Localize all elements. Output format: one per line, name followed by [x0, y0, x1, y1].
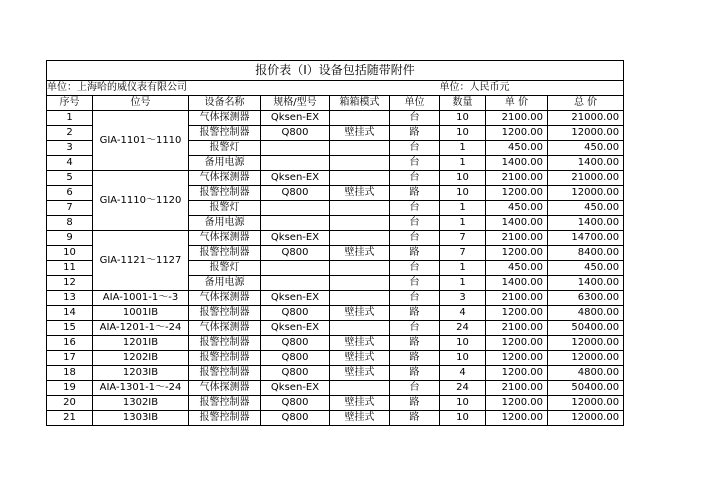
table-row — [47, 291, 624, 306]
header-cell: 位号 — [93, 96, 189, 111]
row-number-cell: 13 — [47, 291, 93, 306]
header-cell: 设备名称 — [189, 96, 261, 111]
quantity-cell: 1 — [440, 216, 486, 231]
unit-cell: 台 — [390, 216, 440, 231]
quantity-cell: 1 — [440, 276, 486, 291]
unit-cell: 路 — [390, 396, 440, 411]
spec-cell: Qksen-EX — [261, 321, 330, 336]
mount-mode-cell: 壁挂式 — [330, 246, 390, 261]
spec-cell: Qksen-EX — [261, 231, 330, 246]
unit-price-cell: 2100.00 — [486, 321, 548, 336]
unit-cell: 路 — [390, 126, 440, 141]
row-number-cell: 14 — [47, 306, 93, 321]
unit-cell: 台 — [390, 291, 440, 306]
spec-cell — [261, 156, 330, 171]
device-name-cell: 备用电源 — [189, 156, 261, 171]
device-name-cell: 报警控制器 — [189, 396, 261, 411]
total-price-cell: 12000.00 — [548, 186, 624, 201]
spec-cell: Q800 — [261, 306, 330, 321]
row-number-cell: 7 — [47, 201, 93, 216]
unit-price-cell: 1200.00 — [486, 126, 548, 141]
currency-label: 单位：人民币元 — [440, 81, 624, 96]
spec-cell — [261, 261, 330, 276]
unit-cell: 台 — [390, 231, 440, 246]
unit-cell: 台 — [390, 381, 440, 396]
total-price-cell: 12000.00 — [548, 351, 624, 366]
table-row — [47, 171, 624, 186]
device-name-cell: 气体探测器 — [189, 321, 261, 336]
unit-price-cell: 1200.00 — [486, 336, 548, 351]
tag-cell: GIA-1121～1127 — [93, 231, 189, 291]
quantity-cell: 24 — [440, 321, 486, 336]
device-name-cell: 气体探测器 — [189, 291, 261, 306]
mount-mode-cell — [330, 231, 390, 246]
unit-price-cell: 450.00 — [486, 201, 548, 216]
unit-cell: 路 — [390, 186, 440, 201]
row-number-cell: 17 — [47, 351, 93, 366]
total-price-cell: 8400.00 — [548, 246, 624, 261]
row-number-cell: 21 — [47, 411, 93, 426]
tag-cell: 1303IB — [93, 411, 189, 426]
row-number-cell: 18 — [47, 366, 93, 381]
tag-cell: 1302IB — [93, 396, 189, 411]
total-price-cell: 12000.00 — [548, 336, 624, 351]
table-row — [47, 351, 624, 366]
row-number-cell: 10 — [47, 246, 93, 261]
mount-mode-cell — [330, 141, 390, 156]
unit-price-cell: 2100.00 — [486, 291, 548, 306]
spec-cell: Qksen-EX — [261, 111, 330, 126]
table-title: 报价表（Ⅰ）设备包括随带附件 — [47, 61, 624, 81]
row-number-cell: 20 — [47, 396, 93, 411]
total-price-cell: 450.00 — [548, 141, 624, 156]
total-price-cell: 50400.00 — [548, 321, 624, 336]
device-name-cell: 报警控制器 — [189, 366, 261, 381]
row-number-cell: 2 — [47, 126, 93, 141]
mount-mode-cell — [330, 171, 390, 186]
table-row — [47, 231, 624, 246]
unit-cell: 台 — [390, 171, 440, 186]
unit-cell: 台 — [390, 321, 440, 336]
row-number-cell: 3 — [47, 141, 93, 156]
quantity-cell: 1 — [440, 141, 486, 156]
total-price-cell: 450.00 — [548, 201, 624, 216]
spec-cell: Q800 — [261, 246, 330, 261]
unit-price-cell: 450.00 — [486, 141, 548, 156]
spec-cell: Q800 — [261, 411, 330, 426]
quantity-cell: 10 — [440, 396, 486, 411]
quantity-cell: 10 — [440, 411, 486, 426]
row-number-cell: 8 — [47, 216, 93, 231]
table-body — [47, 61, 624, 426]
mount-mode-cell — [330, 111, 390, 126]
unit-price-cell: 1200.00 — [486, 366, 548, 381]
mount-mode-cell — [330, 321, 390, 336]
mount-mode-cell — [330, 381, 390, 396]
unit-cell: 台 — [390, 141, 440, 156]
unit-price-cell: 1200.00 — [486, 246, 548, 261]
unit-price-cell: 1400.00 — [486, 276, 548, 291]
mount-mode-cell — [330, 201, 390, 216]
device-name-cell: 气体探测器 — [189, 111, 261, 126]
spec-cell: Qksen-EX — [261, 171, 330, 186]
quantity-cell: 1 — [440, 156, 486, 171]
total-price-cell: 21000.00 — [548, 111, 624, 126]
spec-cell: Qksen-EX — [261, 291, 330, 306]
header-cell: 单 价 — [486, 96, 548, 111]
mount-mode-cell: 壁挂式 — [330, 396, 390, 411]
header-cell: 规格/型号 — [261, 96, 330, 111]
tag-cell: AIA-1301-1～-24 — [93, 381, 189, 396]
mount-mode-cell — [330, 216, 390, 231]
total-price-cell: 1400.00 — [548, 156, 624, 171]
row-number-cell: 4 — [47, 156, 93, 171]
mount-mode-cell: 壁挂式 — [330, 351, 390, 366]
tag-cell: GIA-1110～1120 — [93, 171, 189, 231]
tag-cell: 1202IB — [93, 351, 189, 366]
spec-cell: Q800 — [261, 126, 330, 141]
unit-price-cell: 1200.00 — [486, 186, 548, 201]
quantity-cell: 24 — [440, 381, 486, 396]
device-name-cell: 报警控制器 — [189, 306, 261, 321]
device-name-cell: 报警灯 — [189, 261, 261, 276]
row-number-cell: 1 — [47, 111, 93, 126]
total-price-cell: 12000.00 — [548, 126, 624, 141]
spec-cell — [261, 276, 330, 291]
header-cell: 数量 — [440, 96, 486, 111]
mount-mode-cell — [330, 276, 390, 291]
quantity-cell: 1 — [440, 261, 486, 276]
unit-price-cell: 2100.00 — [486, 231, 548, 246]
device-name-cell: 气体探测器 — [189, 171, 261, 186]
total-price-cell: 450.00 — [548, 261, 624, 276]
device-name-cell: 备用电源 — [189, 276, 261, 291]
row-number-cell: 15 — [47, 321, 93, 336]
unit-price-cell: 450.00 — [486, 261, 548, 276]
table-row — [47, 336, 624, 351]
unit-cell: 台 — [390, 156, 440, 171]
device-name-cell: 报警控制器 — [189, 351, 261, 366]
tag-cell: GIA-1101～1110 — [93, 111, 189, 171]
table-row — [47, 111, 624, 126]
header-cell: 箱箱模式 — [330, 96, 390, 111]
unit-price-cell: 2100.00 — [486, 171, 548, 186]
spec-cell: Q800 — [261, 336, 330, 351]
quantity-cell: 7 — [440, 246, 486, 261]
device-name-cell: 报警控制器 — [189, 246, 261, 261]
header-cell: 总 价 — [548, 96, 624, 111]
row-number-cell: 16 — [47, 336, 93, 351]
unit-cell: 台 — [390, 261, 440, 276]
total-price-cell: 1400.00 — [548, 216, 624, 231]
spec-cell: Qksen-EX — [261, 381, 330, 396]
quantity-cell: 10 — [440, 336, 486, 351]
total-price-cell: 14700.00 — [548, 231, 624, 246]
unit-cell: 路 — [390, 336, 440, 351]
device-name-cell: 报警控制器 — [189, 186, 261, 201]
spec-cell: Q800 — [261, 396, 330, 411]
device-name-cell: 报警控制器 — [189, 411, 261, 426]
quantity-cell: 10 — [440, 126, 486, 141]
total-price-cell: 6300.00 — [548, 291, 624, 306]
unit-price-cell: 1200.00 — [486, 351, 548, 366]
quantity-cell: 4 — [440, 306, 486, 321]
mount-mode-cell: 壁挂式 — [330, 126, 390, 141]
row-number-cell: 6 — [47, 186, 93, 201]
table-row — [47, 366, 624, 381]
total-price-cell: 4800.00 — [548, 366, 624, 381]
tag-cell: 1201IB — [93, 336, 189, 351]
quantity-cell: 7 — [440, 231, 486, 246]
table-row — [47, 411, 624, 426]
spec-cell — [261, 201, 330, 216]
table-row — [47, 306, 624, 321]
mount-mode-cell: 壁挂式 — [330, 336, 390, 351]
unit-cell: 路 — [390, 246, 440, 261]
quantity-cell: 3 — [440, 291, 486, 306]
quantity-cell: 10 — [440, 186, 486, 201]
total-price-cell: 1400.00 — [548, 276, 624, 291]
unit-cell: 台 — [390, 276, 440, 291]
total-price-cell: 4800.00 — [548, 306, 624, 321]
device-name-cell: 气体探测器 — [189, 381, 261, 396]
unit-cell: 路 — [390, 411, 440, 426]
table-row — [47, 321, 624, 336]
device-name-cell: 报警控制器 — [189, 336, 261, 351]
quotation-table — [46, 60, 624, 426]
header-cell: 单位 — [390, 96, 440, 111]
spec-cell: Q800 — [261, 351, 330, 366]
mount-mode-cell — [330, 261, 390, 276]
unit-price-cell: 2100.00 — [486, 111, 548, 126]
device-name-cell: 气体探测器 — [189, 231, 261, 246]
unit-price-cell: 2100.00 — [486, 381, 548, 396]
unit-cell: 路 — [390, 306, 440, 321]
quantity-cell: 10 — [440, 111, 486, 126]
spec-cell — [261, 216, 330, 231]
info-row — [47, 81, 624, 96]
quantity-cell: 4 — [440, 366, 486, 381]
device-name-cell: 报警灯 — [189, 141, 261, 156]
mount-mode-cell: 壁挂式 — [330, 366, 390, 381]
tag-cell: AIA-1201-1～-24 — [93, 321, 189, 336]
device-name-cell: 备用电源 — [189, 216, 261, 231]
title-row — [47, 61, 624, 81]
unit-price-cell: 1400.00 — [486, 216, 548, 231]
device-name-cell: 报警控制器 — [189, 126, 261, 141]
row-number-cell: 11 — [47, 261, 93, 276]
unit-price-cell: 1400.00 — [486, 156, 548, 171]
unit-cell: 台 — [390, 201, 440, 216]
tag-cell: 1001IB — [93, 306, 189, 321]
row-number-cell: 5 — [47, 171, 93, 186]
unit-price-cell: 1200.00 — [486, 306, 548, 321]
total-price-cell: 12000.00 — [548, 396, 624, 411]
unit-cell: 路 — [390, 351, 440, 366]
unit-cell: 路 — [390, 366, 440, 381]
device-name-cell: 报警灯 — [189, 201, 261, 216]
mount-mode-cell — [330, 156, 390, 171]
table-row — [47, 396, 624, 411]
row-number-cell: 19 — [47, 381, 93, 396]
tag-cell: AIA-1001-1～-3 — [93, 291, 189, 306]
unit-cell: 台 — [390, 111, 440, 126]
header-row — [47, 96, 624, 111]
mount-mode-cell — [330, 291, 390, 306]
total-price-cell: 12000.00 — [548, 411, 624, 426]
row-number-cell: 9 — [47, 231, 93, 246]
total-price-cell: 50400.00 — [548, 381, 624, 396]
table-row — [47, 381, 624, 396]
mount-mode-cell: 壁挂式 — [330, 186, 390, 201]
spec-cell: Q800 — [261, 366, 330, 381]
mount-mode-cell: 壁挂式 — [330, 411, 390, 426]
quantity-cell: 1 — [440, 201, 486, 216]
unit-price-cell: 1200.00 — [486, 396, 548, 411]
quantity-cell: 10 — [440, 351, 486, 366]
total-price-cell: 21000.00 — [548, 171, 624, 186]
unit-price-cell: 1200.00 — [486, 411, 548, 426]
tag-cell: 1203IB — [93, 366, 189, 381]
quantity-cell: 10 — [440, 171, 486, 186]
spec-cell — [261, 141, 330, 156]
header-cell: 序号 — [47, 96, 93, 111]
row-number-cell: 12 — [47, 276, 93, 291]
mount-mode-cell: 壁挂式 — [330, 306, 390, 321]
supplier-label: 单位：上海哈的威仪表有限公司 — [47, 81, 440, 96]
spec-cell: Q800 — [261, 186, 330, 201]
